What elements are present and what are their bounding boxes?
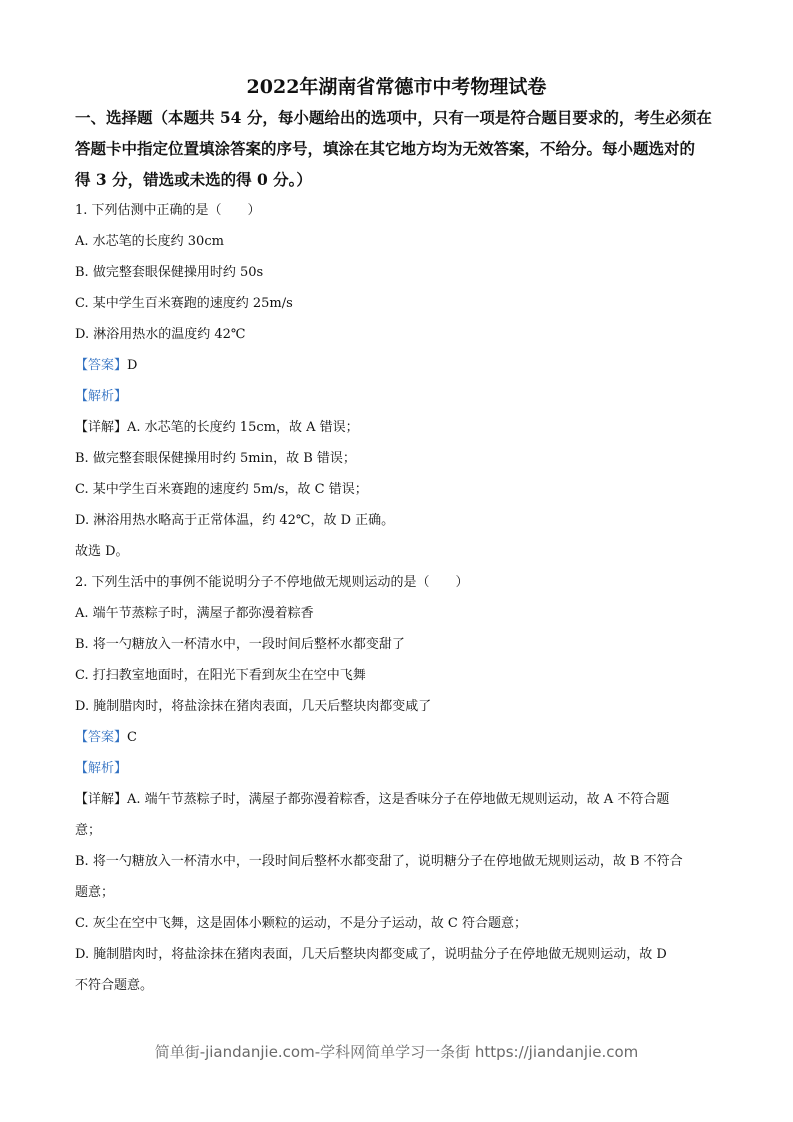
section-header-line: 答题卡中指定位置填涂答案的序号，填涂在其它地方均为无效答案，不给分。每小题选对的 [75,139,696,158]
question-2-option-c: C. 打扫教室地面时，在阳光下看到灰尘在空中飞舞 [75,668,366,683]
document-body [75,102,725,1001]
detail-tag: 【详解】 [75,420,128,435]
detail-line: A. 水芯笔的长度约 15cm，故 A 错误； [127,420,359,435]
detail-line: D. 淋浴用热水略高于正常体温，约 42℃，故 D 正确。 [75,513,395,528]
section-header-line: 一、选择题（本题共 54 分，每小题给出的选项中，只有一项是符合题目要求的，考生必须在 [75,108,712,127]
question-1-stem: 1. 下列估测中正确的是（ ） [75,203,261,218]
footer-watermark: 简单街-jiandanjie.com-学科网简单学习一条街 https://jiandanjie.com [154,1043,639,1061]
question-2-stem: 2. 下列生活中的事例不能说明分子不停地做无规则运动的是（ ） [75,575,469,590]
question-1-detail [75,412,725,443]
question-1-option-a: A. 水芯笔的长度约 30cm [75,234,224,249]
detail-line: A. 端午节蒸粽子时，满屋子都弥漫着粽香，这是香味分子在停地做无规则运动，故 A 不符合题 [127,792,670,807]
question-1-option-d: D. 淋浴用热水的温度约 42℃ [75,327,246,342]
detail-line: 题意； [75,885,115,900]
detail-line: 故选 D。 [75,544,129,559]
question-2-option-b: B. 将一勺糖放入一杯清水中，一段时间后整杯水都变甜了 [75,637,405,652]
detail-line: 不符合题意。 [75,978,154,993]
detail-line: C. 某中学生百米赛跑的速度约 5m/s，故 C 错误； [75,482,368,497]
question-2-answer [75,722,725,753]
question-1-answer [75,350,725,381]
question-2-option-a: A. 端午节蒸粽子时，满屋子都弥漫着粽香 [75,606,314,621]
section-header-line: 得 3 分，错选或未选的得 0 分。） [75,170,312,189]
detail-tag: 【详解】 [75,792,128,807]
page-title: 2022年湖南省常德市中考物理试卷 [246,76,547,98]
analysis-tag: 【解析】 [75,389,128,404]
question-1-option-b: B. 做完整套眼保健操用时约 50s [75,265,264,280]
detail-line: D. 腌制腊肉时，将盐涂抹在猪肉表面，几天后整块肉都变咸了，说明盐分子在停地做无规则运动，故 D [75,947,667,962]
question-2-detail [75,784,725,815]
answer-tag: 【答案】 [75,358,128,373]
answer-value: C [127,730,137,745]
question-1-option-c: C. 某中学生百米赛跑的速度约 25m/s [75,296,293,311]
analysis-tag: 【解析】 [75,761,128,776]
detail-line: C. 灰尘在空中飞舞，这是固体小颗粒的运动，不是分子运动，故 C 符合题意； [75,916,527,931]
answer-tag: 【答案】 [75,730,128,745]
detail-line: 意； [75,823,102,838]
detail-line: B. 将一勺糖放入一杯清水中，一段时间后整杯水都变甜了，说明糖分子在停地做无规则运动，故 B 不符合 [75,854,683,869]
answer-value: D [127,358,138,373]
question-2-option-d: D. 腌制腊肉时，将盐涂抹在猪肉表面，几天后整块肉都变咸了 [75,699,432,714]
detail-line: B. 做完整套眼保健操用时约 5min，故 B 错误； [75,451,356,466]
